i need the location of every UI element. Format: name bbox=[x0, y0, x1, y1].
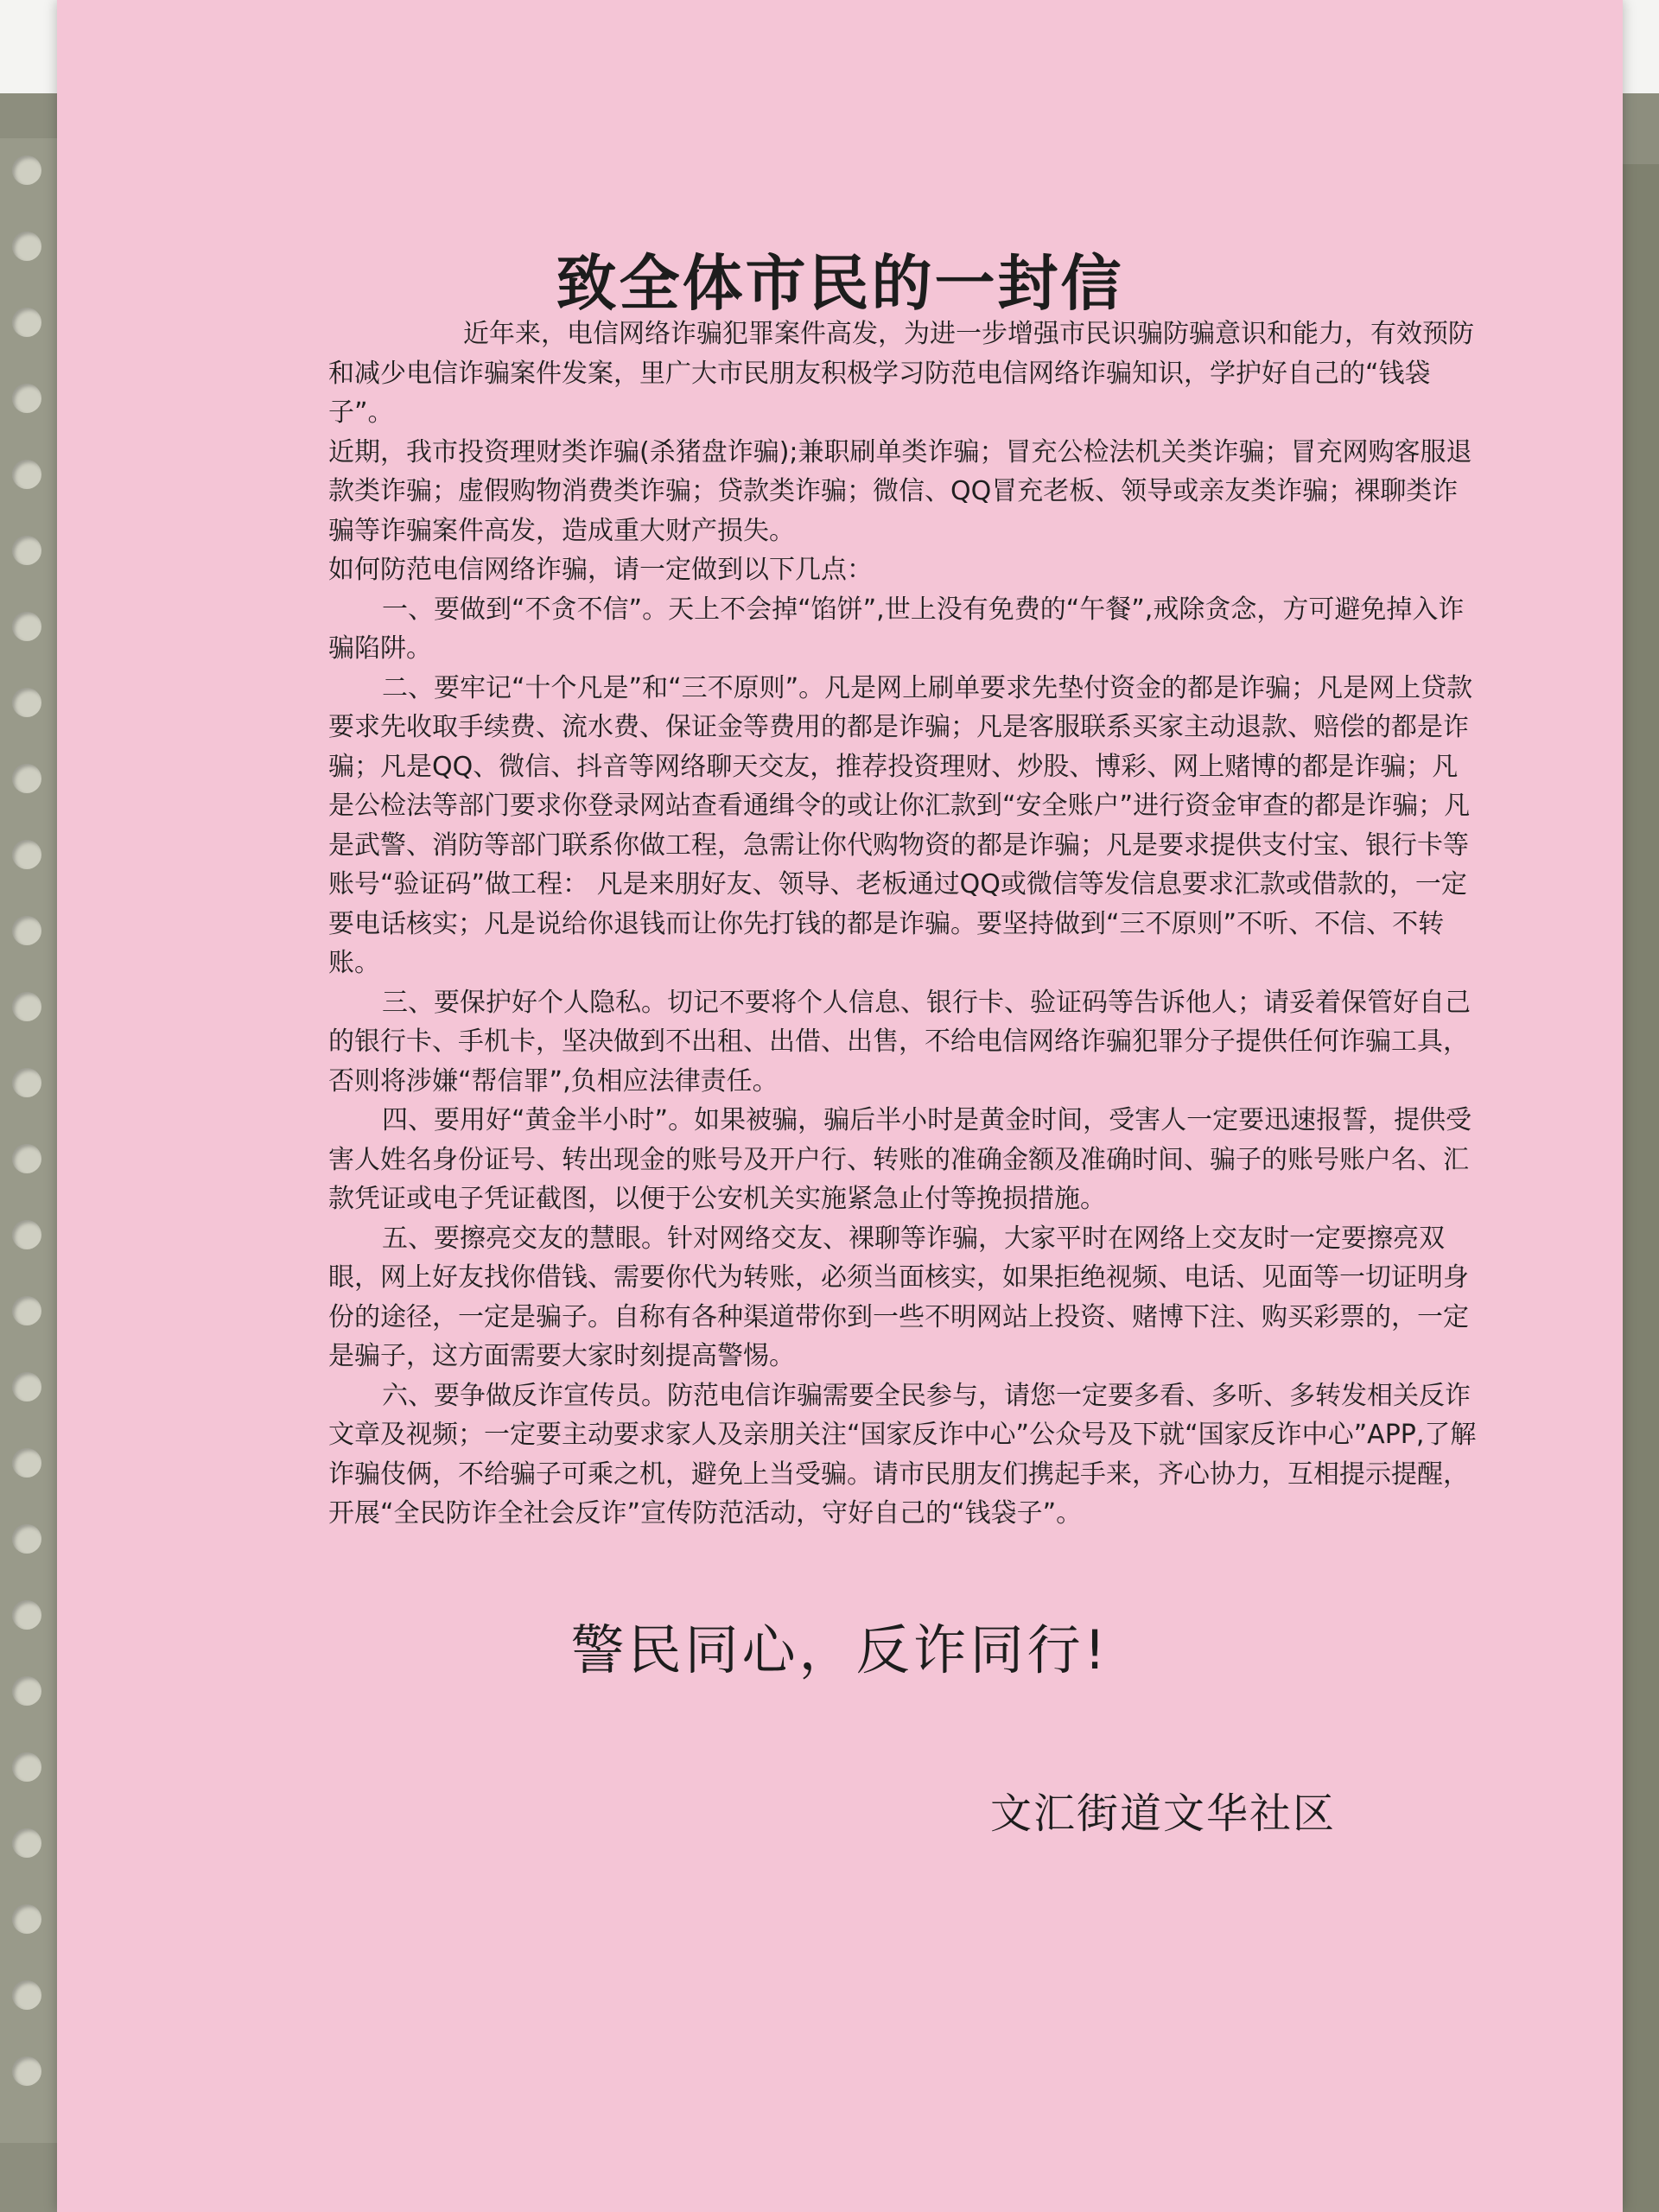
tray-hole bbox=[12, 992, 41, 1021]
tray-hole bbox=[12, 384, 41, 413]
tray-hole bbox=[12, 1144, 41, 1173]
tray-hole bbox=[12, 1828, 41, 1858]
tray-hole bbox=[12, 460, 41, 489]
tray-hole bbox=[12, 840, 41, 869]
tray-hole bbox=[12, 308, 41, 337]
signature-community: 文汇街道文华社区 bbox=[990, 1789, 1337, 1838]
paragraph-point-4: 四、要用好“黄金半小时”。如果被骗，骗后半小时是黄金时间，受害人一定要迅速报誓，提供受害人姓名身份证号、转出现金的账号及开户行、转账的准确金额及准确时间、骗子的账号账户名、汇款凭证或电子凭证截图，以便于公安机关实施紧急止付等挽损措施。 bbox=[328, 1105, 1472, 1214]
tray-hole bbox=[12, 1904, 41, 1934]
tray-hole bbox=[12, 1600, 41, 1630]
paragraph-how-to-prevent: 如何防范电信网络诈骗，请一定做到以下几点： bbox=[328, 555, 873, 585]
tray-hole bbox=[12, 1752, 41, 1782]
paragraph-point-1: 一、要做到“不贪不信”。天上不会掉“馅饼”,世上没有免费的“午餐”,戒除贪念，方可避免掉入诈骗陷阱。 bbox=[328, 594, 1465, 664]
tray-hole bbox=[12, 1676, 41, 1706]
tray-hole bbox=[12, 916, 41, 945]
tray-hole bbox=[12, 2056, 41, 2086]
paragraph-point-5: 五、要擦亮交友的慧眼。针对网络交友、裸聊等诈骗，大家平时在网络上交友时一定要擦亮双眼，网上好友找你借钱、需要你代为转账，必须当面核实，如果拒绝视频、电话、见面等一切证明身份的途径，一定是骗子。自称有各种渠道带你到一些不明网站上投资、赌博下注、购买彩票的，一定是骗子，这方面需要大家时刻提高警惕。 bbox=[328, 1223, 1469, 1371]
tray-hole bbox=[12, 1296, 41, 1325]
tray-hole bbox=[12, 688, 41, 717]
letter-body bbox=[328, 315, 1478, 1534]
tray-hole bbox=[12, 1448, 41, 1478]
letter-title: 致全体市民的一封信 bbox=[556, 248, 1124, 319]
tray-hole bbox=[12, 1524, 41, 1554]
paragraph-recent-cases: 近期，我市投资理财类诈骗(杀猪盘诈骗);兼职刷单类诈骗；冒充公检法机关类诈骗；冒充网购客服退款类诈骗；虚假购物消费类诈骗；贷款类诈骗；微信、QQ冒充老板、领导或亲友类诈骗；裸聊类诈骗等诈骗案件高发，造成重大财产损失。 bbox=[328, 436, 1472, 546]
tray-hole bbox=[12, 1220, 41, 1249]
tray-hole bbox=[12, 536, 41, 565]
paragraph-point-2: 二、要牢记“十个凡是”和“三不原则”。凡是网上刷单要求先垫付资金的都是诈骗；凡是网上贷款要求先收取手续费、流水费、保证金等费用的都是诈骗；凡是客服联系买家主动退款、赔偿的都是诈骗；凡是QQ、微信、抖音等网络聊天交友，推荐投资理财、炒股、博彩、网上赌博的都是诈骗；凡是公检法等部门要求你登录网站查看通缉令的或让你汇款到“安全账户”进行资金审查的都是诈骗；凡是武警、消防等部门联系你做工程，急需让你代购物资的都是诈骗；凡是要求提供支付宝、银行卡等账号“验证码”做工程： 凡是来朋好友、领导、老板通过QQ或微信等发信息要求汇款或借款的，一定要电话核实；凡是说给你退钱而让你先打钱的都是诈骗。要坚持做到“三不原则”不听、不信、不转账。 bbox=[328, 672, 1473, 978]
letter-sheet bbox=[57, 0, 1623, 2212]
tray-hole bbox=[12, 1980, 41, 2010]
paragraph-point-3: 三、要保护好个人隐私。切记不要将个人信息、银行卡、验证码等告诉他人；请妥着保管好自己的银行卡、手机卡，坚决做到不出租、出借、出售，不给电信网络诈骗犯罪分子提供任何诈骗工具，否则将涉嫌“帮信罪”,负相应法律责任。 bbox=[328, 987, 1471, 1096]
slogan: 警民同心，反诈同行! bbox=[570, 1618, 1109, 1681]
paragraph-intro: 近年来，电信网络诈骗犯罪案件高发，为进一步增强市民识骗防骗意识和能力，有效预防和减少电信诈骗案件发案，里广大市民朋友积极学习防范电信网络诈骗知识，学护好自己的“钱袋子”。 bbox=[328, 319, 1474, 428]
tray-hole bbox=[12, 612, 41, 641]
tray-hole bbox=[12, 1068, 41, 1097]
tray-hole bbox=[12, 156, 41, 185]
tray-hole bbox=[12, 1372, 41, 1402]
tray-hole bbox=[12, 764, 41, 793]
tray-hole bbox=[12, 232, 41, 261]
paragraph-point-6: 六、要争做反诈宣传员。防范电信诈骗需要全民参与，请您一定要多看、多听、多转发相关反诈文章及视频；一定要主动要求家人及亲朋关注“国家反诈中心”公众号及下就“国家反诈中心”APP,了解诈骗伎俩，不给骗子可乘之机，避免上当受骗。请市民朋友们携起手来，齐心协力，互相提示提醒，开展“全民防诈全社会反诈”宣传防范活动，守好自己的“钱袋子”。 bbox=[328, 1380, 1477, 1529]
